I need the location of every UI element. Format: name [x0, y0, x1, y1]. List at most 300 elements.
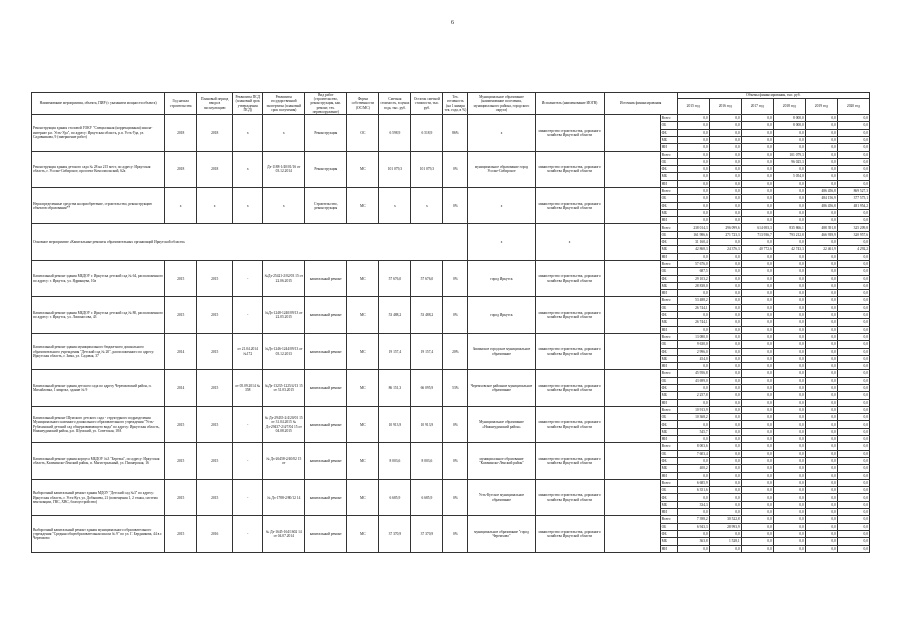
amount-cell: 0,0 — [837, 290, 869, 297]
header-col: Сметная стоимость, в ценах года, тыс. руб. — [379, 93, 411, 115]
object-mo: x — [468, 187, 535, 223]
object-ready: 0% — [443, 406, 468, 442]
finance-source-cell — [604, 479, 660, 515]
amount-cell: 238 014,3 — [677, 224, 709, 231]
amount-cell: 0,0 — [837, 465, 869, 472]
amount-cell: 26 744,1 — [677, 319, 709, 326]
source-label: ФБ — [660, 239, 677, 246]
source-label: НИ — [660, 436, 677, 443]
object-ready: 86% — [443, 115, 468, 151]
amount-cell: 0,0 — [837, 385, 869, 392]
amount-cell: 0,0 — [805, 326, 837, 333]
amount-cell: 0,0 — [837, 355, 869, 362]
source-label: МБ — [660, 246, 677, 253]
amount-cell: 0,0 — [805, 239, 837, 246]
object-remain: 6 518,9 — [411, 115, 443, 151]
object-psd: - — [233, 406, 263, 442]
amount-cell: 0,0 — [741, 377, 773, 384]
object-mo: x — [468, 115, 535, 151]
amount-cell: 687,5 — [677, 268, 709, 275]
amount-cell: 377 575,1 — [837, 195, 869, 202]
object-mo: Зиминское городское муниципальное образование — [468, 333, 535, 369]
amount-cell: 0,0 — [837, 341, 869, 348]
amount-cell: 0,0 — [837, 275, 869, 282]
amount-cell: 0,0 — [677, 326, 709, 333]
amount-cell: 0,0 — [773, 457, 805, 464]
amount-cell: 0,0 — [709, 348, 741, 355]
amount-cell: 0,0 — [805, 312, 837, 319]
amount-cell: 4 292,2 — [837, 246, 869, 253]
table-row — [32, 333, 870, 340]
amount-cell: 0,0 — [709, 428, 741, 435]
object-mo: город Иркутск — [468, 260, 535, 296]
source-label: ОБ — [660, 414, 677, 421]
object-psd: x — [233, 187, 263, 223]
amount-cell: 0,0 — [741, 144, 773, 151]
object-executor: министерство строительства, дорожного хозяйства Иркутской области — [535, 443, 604, 479]
source-label: ФБ — [660, 275, 677, 282]
amount-cell: 0,0 — [741, 436, 773, 443]
source-label: ОБ — [660, 195, 677, 202]
amount-cell: 0,0 — [677, 385, 709, 392]
amount-cell: 0,0 — [837, 392, 869, 399]
object-cost: 10 913,9 — [379, 406, 411, 442]
amount-cell: 0,0 — [805, 392, 837, 399]
amount-cell: 0,0 — [837, 538, 869, 545]
amount-cell: 0,0 — [773, 545, 805, 552]
year-header: 2020 год — [837, 98, 869, 114]
amount-cell: 0,0 — [773, 129, 805, 136]
object-ready: 20% — [443, 333, 468, 369]
amount-cell: 28 993,9 — [709, 523, 741, 530]
amount-cell: 0,0 — [805, 501, 837, 508]
table-row — [32, 297, 870, 304]
amount-cell: 53 488,2 — [677, 297, 709, 304]
object-start: 2015 — [165, 406, 197, 442]
object-expertise: № Дз-1645-164/1602 14 от 04.07.2014 — [263, 516, 305, 552]
amount-cell: 0,0 — [741, 129, 773, 136]
year-header: 2019 год — [805, 98, 837, 114]
object-mo: муниципальное образование город Усолье-Сибирское — [468, 151, 535, 187]
amount-cell: 0,0 — [677, 151, 709, 158]
amount-cell: 8 000,0 — [773, 115, 805, 122]
source-label: ФБ — [660, 494, 677, 501]
amount-cell: 0,0 — [709, 501, 741, 508]
amount-cell: 0,0 — [741, 173, 773, 180]
object-name: Капитальный ремонт здания детского сада по адресу Черемховский район, п. Михайловка, 1 квартал, здание № 9 — [32, 370, 165, 406]
amount-cell: 0,0 — [773, 392, 805, 399]
amount-cell: 0,0 — [773, 530, 805, 537]
amount-cell: 0,0 — [773, 436, 805, 443]
amount-cell: 0,0 — [773, 180, 805, 187]
amount-cell: 0,0 — [677, 436, 709, 443]
amount-cell: 0,0 — [709, 166, 741, 173]
amount-cell: 713 936,7 — [741, 231, 773, 238]
amount-cell: 0,0 — [709, 312, 741, 319]
amount-cell: 0,0 — [741, 268, 773, 275]
amount-cell: 0,0 — [741, 370, 773, 377]
amount-cell: 0,0 — [741, 538, 773, 545]
amount-cell: 0,0 — [677, 136, 709, 143]
amount-cell: 13 080,0 — [677, 333, 709, 340]
amount-cell: 0,0 — [709, 545, 741, 552]
amount-cell: 0,0 — [837, 239, 869, 246]
amount-cell: 0,0 — [805, 253, 837, 260]
amount-cell: 0,0 — [741, 421, 773, 428]
source-label: ОБ — [660, 487, 677, 494]
source-label: ФБ — [660, 457, 677, 464]
amount-cell: 0,0 — [837, 144, 869, 151]
object-psd: - — [233, 516, 263, 552]
source-label: НИ — [660, 509, 677, 516]
amount-cell: 0,0 — [709, 326, 741, 333]
amount-cell: 0,0 — [837, 348, 869, 355]
amount-cell: 0,0 — [677, 421, 709, 428]
object-expertise: № Дз-1788-2/80/12 14 — [263, 479, 305, 515]
amount-cell: 0,0 — [805, 333, 837, 340]
amount-cell: 0,0 — [709, 144, 741, 151]
amount-cell: 0,0 — [773, 348, 805, 355]
year-header: 2018 год — [773, 98, 805, 114]
object-psd: - — [233, 297, 263, 333]
amount-cell: 0,0 — [677, 545, 709, 552]
object-remain: 53 488,2 — [411, 297, 443, 333]
amount-cell: 0,0 — [837, 115, 869, 122]
amount-cell: 0,0 — [741, 530, 773, 537]
object-executor: министерство строительства, дорожного хозяйства Иркутской области — [535, 260, 604, 296]
object-work: капитальный ремонт — [305, 260, 347, 296]
amount-cell: 0,0 — [805, 428, 837, 435]
amount-cell: 0,0 — [677, 173, 709, 180]
amount-cell: 0,0 — [805, 509, 837, 516]
object-commission: 2015 — [197, 406, 233, 442]
object-ready: 0% — [443, 151, 468, 187]
amount-cell: 320 957,6 — [837, 231, 869, 238]
source-label: МБ — [660, 501, 677, 508]
amount-cell: 0,0 — [805, 129, 837, 136]
amount-cell: 0,0 — [773, 166, 805, 173]
investment-table — [31, 92, 870, 553]
amount-cell: 0,0 — [741, 494, 773, 501]
object-start: 2015 — [165, 516, 197, 552]
amount-cell: 0,0 — [773, 443, 805, 450]
amount-cell: 0,0 — [773, 260, 805, 267]
amount-cell: 0,0 — [837, 545, 869, 552]
table-row — [32, 370, 870, 377]
finance-source-cell — [604, 370, 660, 406]
amount-cell: 0,0 — [709, 333, 741, 340]
amount-cell: 0,0 — [773, 523, 805, 530]
object-ready: 0% — [443, 260, 468, 296]
amount-cell: 0,0 — [837, 136, 869, 143]
amount-cell: 0,0 — [805, 457, 837, 464]
amount-cell: 8 003,6 — [677, 443, 709, 450]
amount-cell: 0,0 — [709, 377, 741, 384]
amount-cell: 0,0 — [805, 217, 837, 224]
source-label: МБ — [660, 282, 677, 289]
amount-cell: 0,0 — [805, 115, 837, 122]
amount-cell: 0,0 — [709, 319, 741, 326]
amount-cell: 0,0 — [709, 202, 741, 209]
source-label: МБ — [660, 136, 677, 143]
amount-cell: 0,0 — [837, 494, 869, 501]
object-work: капитальный ремонт — [305, 443, 347, 479]
amount-cell: 0,0 — [805, 282, 837, 289]
amount-cell: 0,0 — [741, 326, 773, 333]
amount-cell: 42 868,3 — [677, 246, 709, 253]
object-ownership: МС — [347, 297, 379, 333]
amount-cell: 0,0 — [773, 421, 805, 428]
source-label: МБ — [660, 465, 677, 472]
amount-cell: 0,0 — [773, 516, 805, 523]
amount-cell: 0,0 — [773, 487, 805, 494]
object-work: капитальный ремонт — [305, 516, 347, 552]
amount-cell: 0,0 — [773, 355, 805, 362]
amount-cell: 0,0 — [773, 187, 805, 194]
source-label: МБ — [660, 538, 677, 545]
amount-cell: 484 156,9 — [805, 195, 837, 202]
amount-cell: 0,0 — [709, 509, 741, 516]
amount-cell: 0,0 — [773, 275, 805, 282]
amount-cell: 0,0 — [677, 509, 709, 516]
amount-cell: 0,0 — [709, 180, 741, 187]
amount-cell: 0,0 — [805, 290, 837, 297]
amount-cell: 0,0 — [837, 487, 869, 494]
amount-cell: 0,0 — [741, 348, 773, 355]
object-cost: 101 079,3 — [379, 151, 411, 187]
object-work: капитальный ремонт — [305, 406, 347, 442]
amount-cell: 0,0 — [773, 406, 805, 413]
amount-cell: 0,0 — [773, 304, 805, 311]
source-label: Всего — [660, 333, 677, 340]
amount-cell: 0,0 — [837, 129, 869, 136]
object-start: x — [165, 187, 197, 223]
amount-cell: 0,0 — [709, 209, 741, 216]
amount-cell: 0,0 — [805, 136, 837, 143]
amount-cell: 0,0 — [677, 253, 709, 260]
amount-cell: 0,0 — [805, 436, 837, 443]
amount-cell: 0,0 — [741, 399, 773, 406]
amount-cell: 0,0 — [773, 370, 805, 377]
object-cost: x — [379, 187, 411, 223]
amount-cell: 0,0 — [741, 180, 773, 187]
object-mo: Усть-Кутское муниципальное образование — [468, 479, 535, 515]
amount-cell: 0,0 — [741, 501, 773, 508]
amount-cell: 0,0 — [741, 333, 773, 340]
finance-source-cell — [604, 406, 660, 442]
object-commission: 2015 — [197, 297, 233, 333]
object-name: Капитальный ремонт здания корпуса МБДОУ №3 "Березка", по адресу: Иркутская область, Казачинско-Ленский район, п. Магистральный, ул. Пионерская, 16 — [32, 443, 165, 479]
header-col: Наименование мероприятия, объекта, ПИР (с указанием мощности объекта) — [32, 93, 165, 115]
amount-cell: 0,0 — [773, 202, 805, 209]
source-label: НИ — [660, 326, 677, 333]
year-header: 2015 год — [677, 98, 709, 114]
finance-source-cell — [604, 115, 660, 151]
amount-cell: 0,0 — [773, 239, 805, 246]
amount-cell: 0,0 — [805, 158, 837, 165]
amount-cell: 0,0 — [805, 385, 837, 392]
table-row — [32, 406, 870, 413]
table-body — [32, 115, 870, 553]
object-mo: муниципальное образование "Казачинско-Ленский район" — [468, 443, 535, 479]
amount-cell: 0,0 — [677, 129, 709, 136]
section-row — [32, 224, 870, 231]
amount-cell: 0,0 — [805, 414, 837, 421]
amount-cell: 0,0 — [773, 538, 805, 545]
object-executor: министерство строительства, дорожного хозяйства Иркутской области — [535, 297, 604, 333]
amount-cell: 0,0 — [773, 509, 805, 516]
amount-cell: 5 054,0 — [773, 173, 805, 180]
amount-cell: 26 744,1 — [677, 304, 709, 311]
amount-cell: 0,0 — [837, 253, 869, 260]
amount-cell: 24 376,3 — [709, 246, 741, 253]
object-ownership: МС — [347, 333, 379, 369]
amount-cell: 0,0 — [773, 377, 805, 384]
amount-cell: 0,0 — [741, 290, 773, 297]
amount-cell: 0,0 — [805, 377, 837, 384]
amount-cell: 0,0 — [741, 341, 773, 348]
amount-cell: 0,0 — [773, 479, 805, 486]
object-remain: 19 157,4 — [411, 333, 443, 369]
object-ownership: МС — [347, 151, 379, 187]
amount-cell: 0,0 — [773, 450, 805, 457]
amount-cell: 0,0 — [837, 173, 869, 180]
source-label: МБ — [660, 173, 677, 180]
object-remain: x — [411, 187, 443, 223]
object-work: Реконструкция — [305, 151, 347, 187]
amount-cell: 0,0 — [837, 158, 869, 165]
object-remain: 101 079,3 — [411, 151, 443, 187]
amount-cell: 0,0 — [805, 144, 837, 151]
amount-cell: 0,0 — [837, 282, 869, 289]
amount-cell: 0,0 — [741, 275, 773, 282]
object-commission: 2015 — [197, 370, 233, 406]
table-row — [32, 516, 870, 523]
amount-cell: 0,0 — [709, 304, 741, 311]
amount-cell: 0,0 — [837, 304, 869, 311]
amount-cell: 161 986,6 — [677, 231, 709, 238]
amount-cell: 0,0 — [773, 290, 805, 297]
object-start: 2015 — [165, 443, 197, 479]
object-psd: - — [233, 479, 263, 515]
amount-cell: 0,0 — [837, 428, 869, 435]
amount-cell: 101 079,3 — [773, 151, 805, 158]
object-mo: Муниципальное образование «Нижнеудинский район» — [468, 406, 535, 442]
object-work: Реконструкция — [305, 115, 347, 151]
amount-cell: 31 160,4 — [677, 239, 709, 246]
amount-cell: 0,0 — [805, 538, 837, 545]
object-ready: 0% — [443, 516, 468, 552]
amount-cell: 0,0 — [805, 122, 837, 129]
amount-cell: 0,0 — [709, 282, 741, 289]
amount-cell: 486 456,8 — [805, 202, 837, 209]
amount-cell: 454,0 — [677, 355, 709, 362]
amount-cell: 43 699,0 — [677, 377, 709, 384]
source-label: НИ — [660, 253, 677, 260]
source-label: Всего — [660, 370, 677, 377]
amount-cell: 45 956,8 — [677, 370, 709, 377]
object-expertise: x — [263, 187, 305, 223]
object-commission: 2015 — [197, 479, 233, 515]
page-number: 6 — [451, 20, 454, 26]
source-label: МБ — [660, 319, 677, 326]
object-cost: 8 003,6 — [379, 443, 411, 479]
amount-cell: 0,0 — [709, 297, 741, 304]
amount-cell: 0,0 — [741, 392, 773, 399]
amount-cell: 0,0 — [677, 187, 709, 194]
amount-cell: 0,0 — [837, 151, 869, 158]
amount-cell: 0,0 — [677, 209, 709, 216]
source-label: Всего — [660, 297, 677, 304]
amount-cell: 0,0 — [677, 494, 709, 501]
amount-cell: 0,0 — [773, 472, 805, 479]
amount-cell: 0,0 — [677, 144, 709, 151]
amount-cell: 0,0 — [773, 414, 805, 421]
source-label: Всего — [660, 516, 677, 523]
source-label: Всего — [660, 260, 677, 267]
object-ownership: МС — [347, 187, 379, 223]
table-row — [32, 115, 870, 122]
amount-cell: 0,0 — [709, 363, 741, 370]
amount-cell: 0,0 — [805, 516, 837, 523]
amount-cell: 0,0 — [709, 195, 741, 202]
object-commission: 2018 — [197, 151, 233, 187]
object-start: 2018 — [165, 151, 197, 187]
amount-cell: 0,0 — [741, 202, 773, 209]
object-name: Капитальный ремонт здания МБДОУ г. Иркутска детский сад № 80, расположенного по адресу: г. Иркутск, ул. Ломоносова, 43 — [32, 297, 165, 333]
amount-cell: 0,0 — [741, 545, 773, 552]
amount-cell: 0,0 — [805, 275, 837, 282]
amount-cell: 10 913,9 — [677, 406, 709, 413]
amount-cell: 0,0 — [677, 290, 709, 297]
amount-cell: 0,0 — [741, 260, 773, 267]
source-label: НИ — [660, 363, 677, 370]
amount-cell: 28 838,0 — [677, 282, 709, 289]
amount-cell: 0,0 — [741, 166, 773, 173]
amount-cell: 0,0 — [709, 406, 741, 413]
amount-cell: 0,0 — [741, 516, 773, 523]
source-label: Всего — [660, 224, 677, 231]
object-name: Капитальный ремонт здания МБДОУ г. Иркутска детский сад № 64, расположенного по адресу: г. Иркутск, ул. Ядринцева, 10а — [32, 260, 165, 296]
amount-cell: 0,0 — [741, 509, 773, 516]
finance-source-cell — [604, 260, 660, 296]
amount-cell: 0,0 — [805, 399, 837, 406]
amount-cell: 0,0 — [741, 136, 773, 143]
object-expertise: x — [263, 115, 305, 151]
amount-cell: 0,0 — [677, 158, 709, 165]
object-name: Реконструкция здания детского сада № 28 на 215 мест, по адресу: Иркутская область, г. Усолье-Сибирское, проспект Комсомольский, 62а — [32, 151, 165, 187]
amount-cell: 0,0 — [741, 187, 773, 194]
amount-cell: 0,0 — [805, 260, 837, 267]
amount-cell: 0,0 — [773, 333, 805, 340]
amount-cell: 0,0 — [741, 428, 773, 435]
amount-cell: 0,0 — [837, 312, 869, 319]
amount-cell: 0,0 — [709, 465, 741, 472]
amount-cell: 0,0 — [773, 501, 805, 508]
amount-cell: 0,0 — [741, 195, 773, 202]
amount-cell: 0,0 — [677, 530, 709, 537]
amount-cell: 0,0 — [773, 209, 805, 216]
header-col: Плановый период ввода в эксплуатацию — [197, 93, 233, 115]
object-start: 2014 — [165, 370, 197, 406]
header-col: Реквизиты государственной экспертизы (плановый срок получения) — [263, 93, 305, 115]
object-ownership: ОС — [347, 115, 379, 151]
finance-source-cell — [604, 297, 660, 333]
amount-cell: 0,0 — [805, 268, 837, 275]
amount-cell: 0,0 — [837, 479, 869, 486]
amount-cell: 0,0 — [805, 530, 837, 537]
amount-cell: 0,0 — [837, 260, 869, 267]
